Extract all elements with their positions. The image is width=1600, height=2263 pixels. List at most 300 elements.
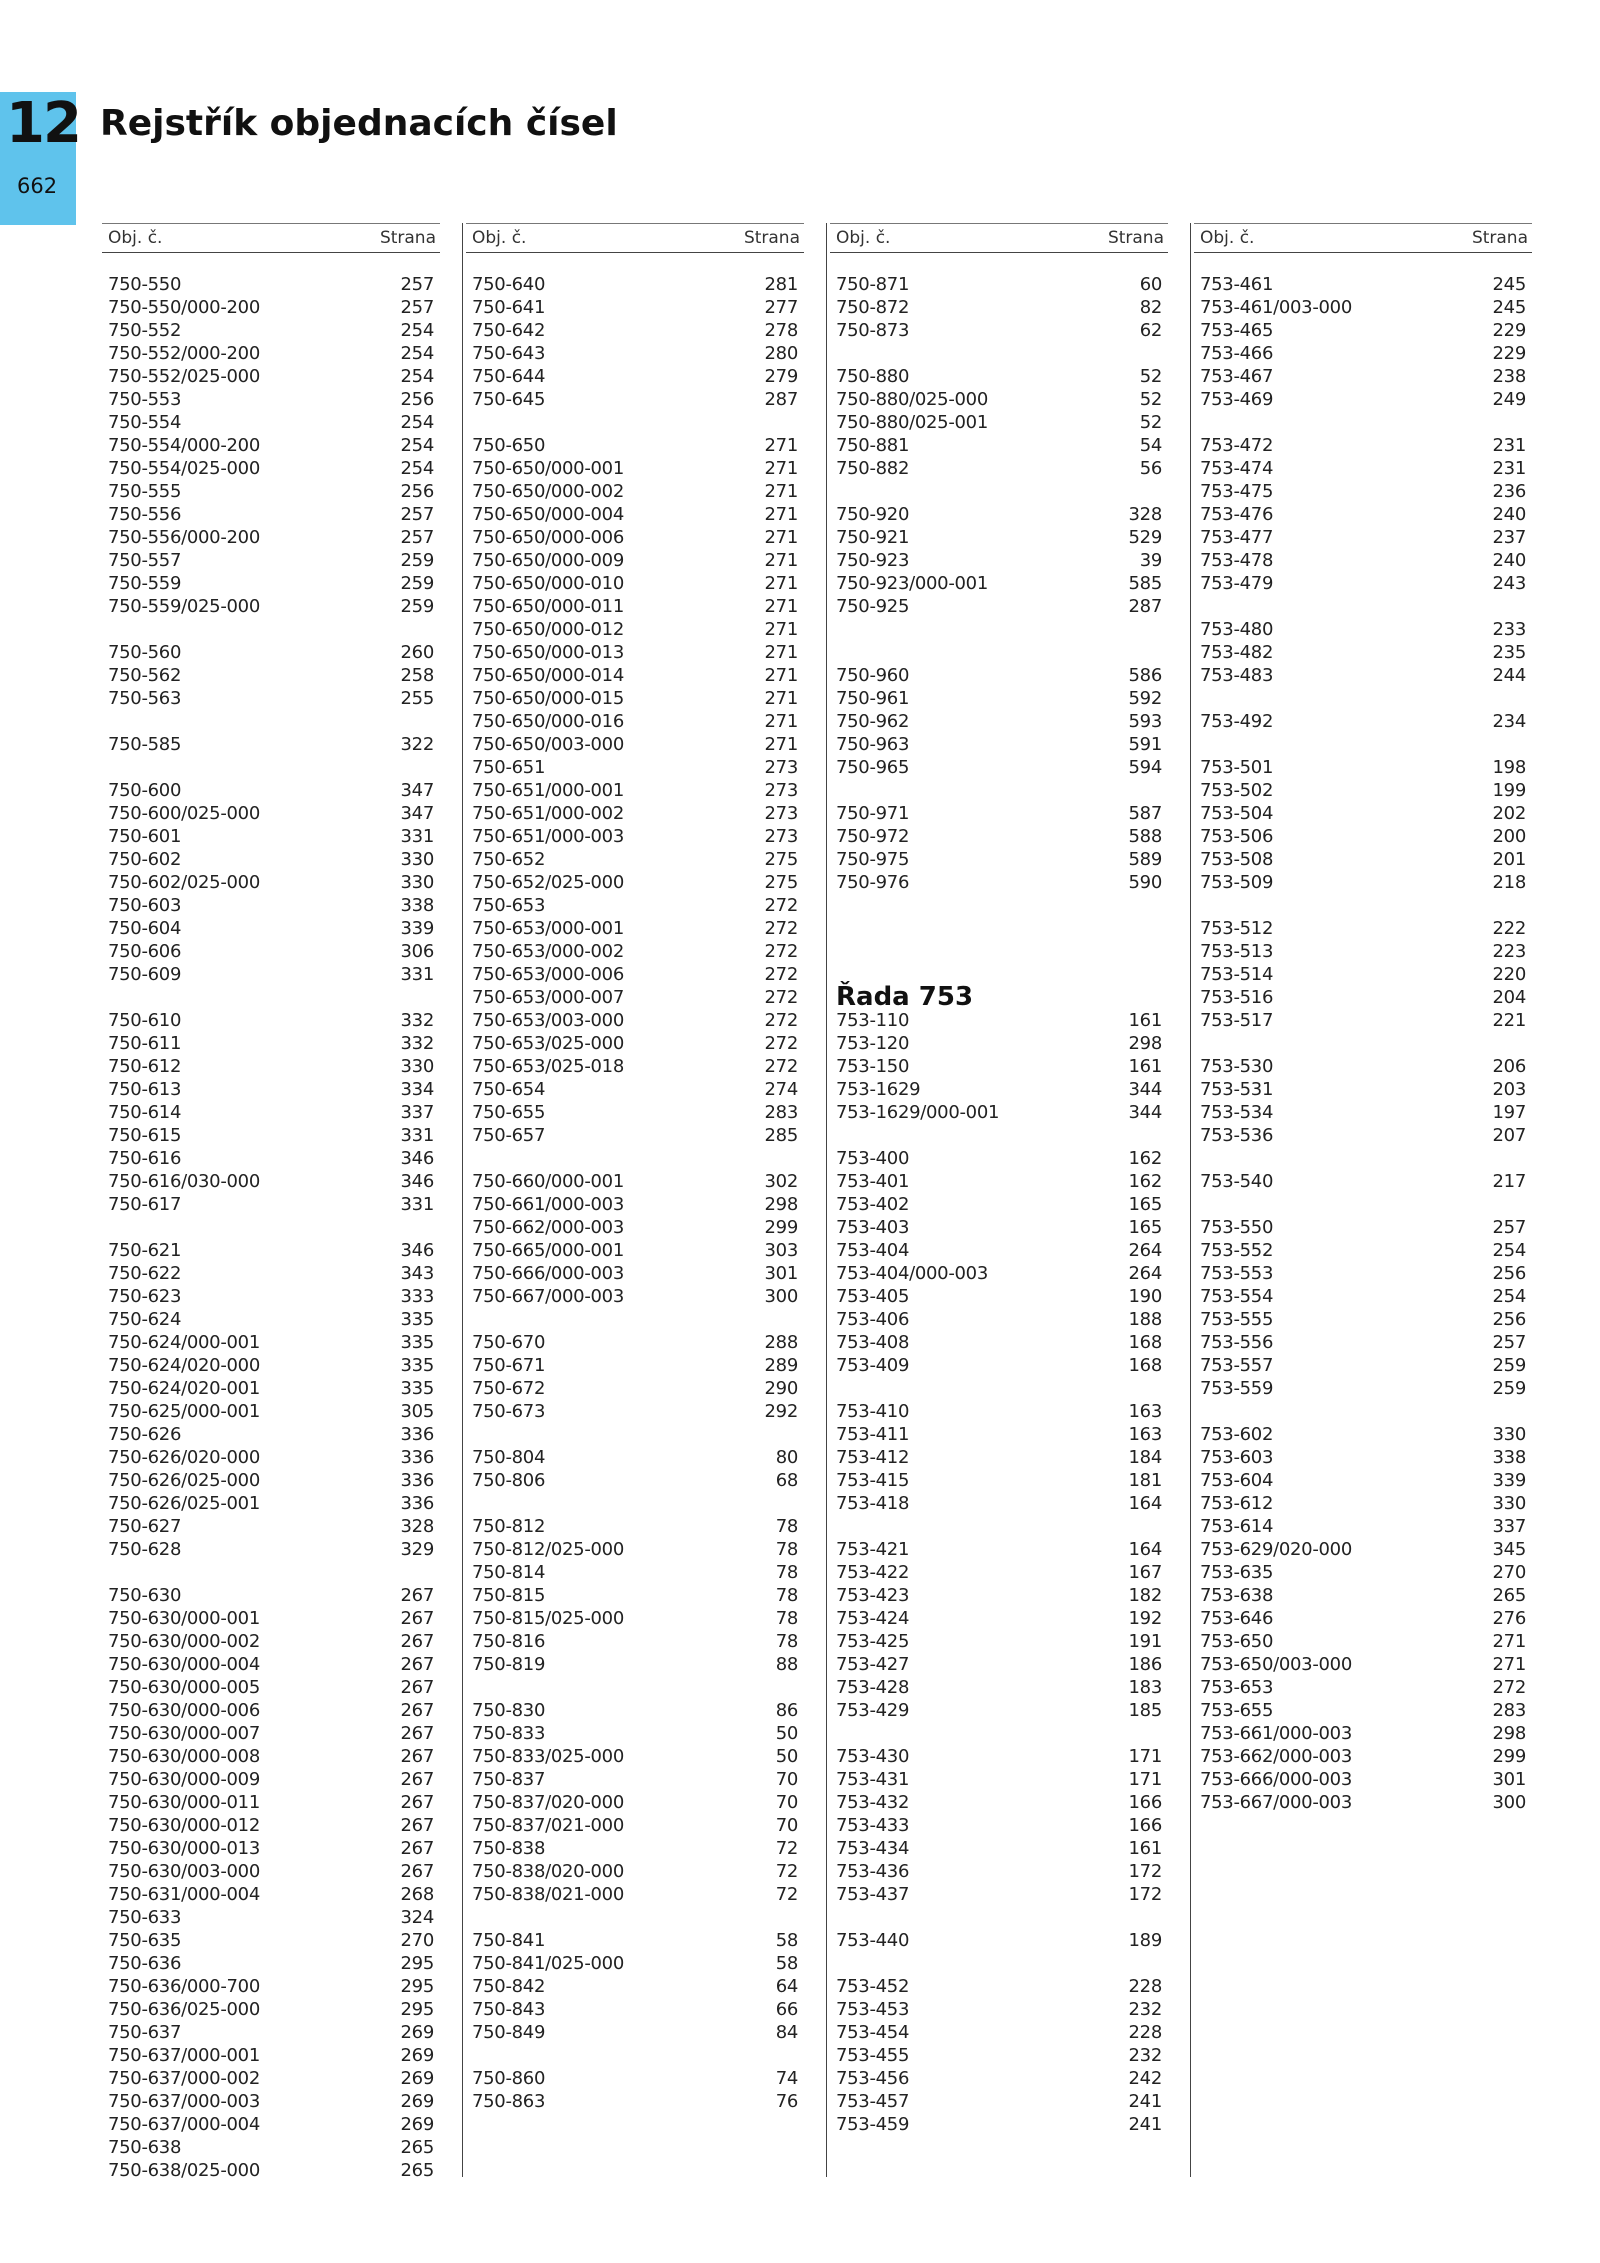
page-ref: 271	[764, 550, 798, 571]
index-row	[466, 1998, 804, 2021]
index-row	[1194, 986, 1532, 1009]
order-number: 750-653	[472, 895, 546, 916]
index-row	[102, 894, 440, 917]
page-ref: 191	[1128, 1631, 1162, 1652]
index-row	[102, 1653, 440, 1676]
order-number: 750-650/000-015	[472, 688, 624, 709]
page-ref: 272	[764, 1056, 798, 1077]
page-ref: 267	[400, 1608, 434, 1629]
order-number: 750-641	[472, 297, 546, 318]
index-row	[1194, 1262, 1532, 1285]
column-body	[830, 253, 1168, 2136]
order-number: 753-428	[836, 1677, 910, 1698]
page-ref: 337	[400, 1102, 434, 1123]
order-number: 753-556	[1200, 1332, 1274, 1353]
index-row	[466, 1239, 804, 1262]
page-ref: 271	[764, 734, 798, 755]
page-ref: 270	[400, 1930, 434, 1951]
index-row	[102, 1975, 440, 1998]
index-row	[1194, 572, 1532, 595]
index-row	[466, 1814, 804, 1837]
order-number: 750-630/000-011	[108, 1792, 260, 1813]
page-ref: 273	[764, 826, 798, 847]
index-row	[466, 710, 804, 733]
index-row	[102, 503, 440, 526]
page-ref: 306	[400, 941, 434, 962]
page-ref: 163	[1128, 1424, 1162, 1445]
page-ref: 168	[1128, 1332, 1162, 1353]
order-number: 753-433	[836, 1815, 910, 1836]
group-gap	[102, 618, 440, 641]
order-number: 750-630/000-002	[108, 1631, 260, 1652]
group-gap	[466, 1676, 804, 1699]
order-number: 750-556	[108, 504, 182, 525]
page-ref: 264	[1128, 1263, 1162, 1284]
page-ref: 273	[764, 757, 798, 778]
order-number: 750-961	[836, 688, 910, 709]
page-ref: 275	[764, 872, 798, 893]
index-row	[830, 1630, 1168, 1653]
index-row	[466, 549, 804, 572]
index-row	[830, 526, 1168, 549]
index-row	[830, 1354, 1168, 1377]
order-number: 750-552/025-000	[108, 366, 260, 387]
index-row	[466, 1929, 804, 1952]
page-ref: 335	[400, 1378, 434, 1399]
order-number: 750-837/021-000	[472, 1815, 624, 1836]
order-number: 753-477	[1200, 527, 1274, 548]
order-number: 753-638	[1200, 1585, 1274, 1606]
order-number: 750-833/025-000	[472, 1746, 624, 1767]
order-number: 750-602	[108, 849, 182, 870]
index-row	[830, 1032, 1168, 1055]
page-ref: 257	[400, 504, 434, 525]
index-row	[102, 480, 440, 503]
order-number: 750-923/000-001	[836, 573, 988, 594]
order-number: 753-465	[1200, 320, 1274, 341]
index-row	[830, 388, 1168, 411]
index-row	[466, 1009, 804, 1032]
index-row	[102, 940, 440, 963]
page-ref: 322	[400, 734, 434, 755]
index-row	[102, 1607, 440, 1630]
order-number: 750-651/000-002	[472, 803, 624, 824]
page-ref: 220	[1492, 964, 1526, 985]
page-ref: 78	[775, 1516, 798, 1537]
order-number: 753-480	[1200, 619, 1274, 640]
index-row	[102, 572, 440, 595]
order-number: 750-653/025-018	[472, 1056, 624, 1077]
page-ref: 265	[400, 2160, 434, 2181]
page-ref: 271	[1492, 1654, 1526, 1675]
page-ref: 271	[764, 665, 798, 686]
order-number: 750-630/000-013	[108, 1838, 260, 1859]
page-ref: 334	[400, 1079, 434, 1100]
page-ref: 339	[400, 918, 434, 939]
order-number: 753-430	[836, 1746, 910, 1767]
page-ref: 259	[400, 573, 434, 594]
index-row	[830, 2021, 1168, 2044]
order-number: 753-552	[1200, 1240, 1274, 1261]
page-ref: 256	[1492, 1309, 1526, 1330]
order-number: 753-467	[1200, 366, 1274, 387]
order-number: 750-882	[836, 458, 910, 479]
order-number: 750-616	[108, 1148, 182, 1169]
order-number: 750-872	[836, 297, 910, 318]
order-number: 750-600	[108, 780, 182, 801]
index-row	[102, 1124, 440, 1147]
index-row	[1194, 1308, 1532, 1331]
page-ref: 292	[764, 1401, 798, 1422]
order-number: 753-406	[836, 1309, 910, 1330]
order-number: 753-1629	[836, 1079, 921, 1100]
order-number: 753-635	[1200, 1562, 1274, 1583]
order-number: 750-806	[472, 1470, 546, 1491]
page-ref: 184	[1128, 1447, 1162, 1468]
order-number: 750-925	[836, 596, 910, 617]
index-row	[466, 917, 804, 940]
page-ref: 271	[764, 619, 798, 640]
index-row	[1194, 1078, 1532, 1101]
page-ref: 167	[1128, 1562, 1162, 1583]
order-number: 750-653/000-006	[472, 964, 624, 985]
order-number: 750-616/030-000	[108, 1171, 260, 1192]
page-ref: 305	[400, 1401, 434, 1422]
index-row	[1194, 1354, 1532, 1377]
page-ref: 272	[764, 987, 798, 1008]
page-ref: 256	[400, 389, 434, 410]
order-number: 753-509	[1200, 872, 1274, 893]
index-row	[102, 1906, 440, 1929]
index-row	[1194, 1423, 1532, 1446]
order-number: 750-653/025-000	[472, 1033, 624, 1054]
index-row	[102, 1423, 440, 1446]
page-ref: 330	[400, 872, 434, 893]
page-ref: 529	[1128, 527, 1162, 548]
index-row	[1194, 342, 1532, 365]
page-ref: 241	[1128, 2091, 1162, 2112]
order-number: 750-819	[472, 1654, 546, 1675]
index-row	[1194, 1653, 1532, 1676]
order-number: 750-612	[108, 1056, 182, 1077]
page-ref: 273	[764, 780, 798, 801]
order-number: 750-554/025-000	[108, 458, 260, 479]
index-row	[466, 1469, 804, 1492]
page-ref: 336	[400, 1470, 434, 1491]
page-ref: 267	[400, 1700, 434, 1721]
index-row	[830, 1009, 1168, 1032]
page-ref: 254	[1492, 1286, 1526, 1307]
order-number: 750-673	[472, 1401, 546, 1422]
index-row	[466, 388, 804, 411]
index-row	[830, 1078, 1168, 1101]
order-number: 750-650/000-009	[472, 550, 624, 571]
order-number: 750-650/000-002	[472, 481, 624, 502]
page-ref: 181	[1128, 1470, 1162, 1491]
order-number: 753-455	[836, 2045, 910, 2066]
index-row	[830, 1538, 1168, 1561]
order-number: 750-636	[108, 1953, 182, 1974]
order-number: 750-863	[472, 2091, 546, 2112]
page-ref: 269	[400, 2045, 434, 2066]
page-ref: 245	[1492, 297, 1526, 318]
page-ref: 218	[1492, 872, 1526, 893]
page-number: 662	[17, 174, 58, 198]
page-ref: 269	[400, 2091, 434, 2112]
order-number: 750-631/000-004	[108, 1884, 260, 1905]
group-gap	[1194, 894, 1532, 917]
page-ref: 235	[1492, 642, 1526, 663]
index-row	[466, 1883, 804, 1906]
index-row	[102, 1285, 440, 1308]
order-number: 753-410	[836, 1401, 910, 1422]
column-divider	[462, 223, 463, 2177]
group-gap	[830, 641, 1168, 664]
index-row	[830, 1929, 1168, 1952]
page-ref: 338	[1492, 1447, 1526, 1468]
order-number: 753-405	[836, 1286, 910, 1307]
order-number: 750-554/000-200	[108, 435, 260, 456]
index-row	[466, 1078, 804, 1101]
page-ref: 232	[1128, 1999, 1162, 2020]
page-ref: 287	[1128, 596, 1162, 617]
index-row	[830, 273, 1168, 296]
order-number: 750-653/000-002	[472, 941, 624, 962]
index-row	[466, 319, 804, 342]
order-number: 750-652	[472, 849, 546, 870]
order-number: 750-602/025-000	[108, 872, 260, 893]
index-row	[466, 526, 804, 549]
index-row	[466, 273, 804, 296]
page-header: Strana	[743, 228, 800, 248]
order-number: 753-408	[836, 1332, 910, 1353]
index-row	[830, 1147, 1168, 1170]
index-row	[1194, 1791, 1532, 1814]
index-row	[830, 1676, 1168, 1699]
index-row	[1194, 1561, 1532, 1584]
order-number: 750-657	[472, 1125, 546, 1146]
page-ref: 238	[1492, 366, 1526, 387]
order-number: 753-479	[1200, 573, 1274, 594]
index-row	[1194, 618, 1532, 641]
order-number: 750-814	[472, 1562, 546, 1583]
index-row	[102, 2067, 440, 2090]
index-row	[466, 1446, 804, 1469]
page-ref: 222	[1492, 918, 1526, 939]
page-ref: 58	[775, 1930, 798, 1951]
code-header: Obj. č.	[836, 228, 891, 248]
order-number: 753-501	[1200, 757, 1274, 778]
order-number: 750-626	[108, 1424, 182, 1445]
group-gap	[1194, 1032, 1532, 1055]
page-ref: 264	[1128, 1240, 1162, 1261]
page-ref: 336	[400, 1447, 434, 1468]
index-row	[466, 1791, 804, 1814]
index-row	[102, 848, 440, 871]
page-ref: 344	[1128, 1102, 1162, 1123]
order-number: 750-554	[108, 412, 182, 433]
page-ref: 259	[1492, 1378, 1526, 1399]
order-number: 753-530	[1200, 1056, 1274, 1077]
order-number: 750-562	[108, 665, 182, 686]
order-number: 750-642	[472, 320, 546, 341]
page-ref: 267	[400, 1585, 434, 1606]
index-row	[466, 342, 804, 365]
index-row	[102, 2113, 440, 2136]
order-number: 750-975	[836, 849, 910, 870]
index-row	[830, 1791, 1168, 1814]
index-row	[102, 2044, 440, 2067]
order-number: 750-615	[108, 1125, 182, 1146]
page-ref: 332	[400, 1010, 434, 1031]
index-row	[102, 1814, 440, 1837]
order-number: 753-512	[1200, 918, 1274, 939]
order-number: 753-429	[836, 1700, 910, 1721]
order-number: 753-453	[836, 1999, 910, 2020]
page-ref: 267	[400, 1861, 434, 1882]
order-number: 753-492	[1200, 711, 1274, 732]
order-number: 750-880/025-000	[836, 389, 988, 410]
index-row	[466, 664, 804, 687]
order-number: 753-478	[1200, 550, 1274, 571]
order-number: 753-412	[836, 1447, 910, 1468]
index-row	[830, 1653, 1168, 1676]
index-row	[466, 1101, 804, 1124]
page-ref: 254	[400, 320, 434, 341]
page-ref: 346	[400, 1171, 434, 1192]
order-number: 750-636/000-700	[108, 1976, 260, 1997]
index-row	[466, 1837, 804, 1860]
page-ref: 201	[1492, 849, 1526, 870]
order-number: 753-1629/000-001	[836, 1102, 1000, 1123]
page-ref: 346	[400, 1240, 434, 1261]
page-ref: 162	[1128, 1148, 1162, 1169]
page-ref: 331	[400, 1194, 434, 1215]
index-row	[102, 1101, 440, 1124]
order-number: 753-553	[1200, 1263, 1274, 1284]
page-ref: 273	[764, 803, 798, 824]
page-ref: 272	[764, 1033, 798, 1054]
index-row	[1194, 963, 1532, 986]
order-number: 753-421	[836, 1539, 910, 1560]
page-ref: 267	[400, 1723, 434, 1744]
index-row	[466, 296, 804, 319]
index-row	[102, 1032, 440, 1055]
index-row	[1194, 1285, 1532, 1308]
order-number: 750-552/000-200	[108, 343, 260, 364]
chapter-tab	[0, 91, 80, 225]
page-ref: 70	[775, 1792, 798, 1813]
index-row	[466, 1400, 804, 1423]
index-row	[1194, 641, 1532, 664]
order-number: 750-662/000-003	[472, 1217, 624, 1238]
page-ref: 204	[1492, 987, 1526, 1008]
index-row	[1194, 480, 1532, 503]
page-ref: 347	[400, 803, 434, 824]
index-row	[466, 434, 804, 457]
order-number: 750-842	[472, 1976, 546, 1997]
index-row	[830, 1883, 1168, 1906]
order-number: 750-963	[836, 734, 910, 755]
index-row	[1194, 1768, 1532, 1791]
index-column-1	[102, 223, 440, 2181]
index-row	[466, 1193, 804, 1216]
page-ref: 165	[1128, 1217, 1162, 1238]
index-row	[830, 1308, 1168, 1331]
order-number: 753-602	[1200, 1424, 1274, 1445]
index-row	[466, 480, 804, 503]
order-number: 753-120	[836, 1033, 910, 1054]
group-gap	[102, 986, 440, 1009]
order-number: 753-559	[1200, 1378, 1274, 1399]
index-row	[102, 687, 440, 710]
order-number: 750-643	[472, 343, 546, 364]
page-ref: 162	[1128, 1171, 1162, 1192]
group-gap	[830, 1906, 1168, 1929]
column-header	[102, 223, 440, 253]
group-gap	[830, 480, 1168, 503]
page-ref: 337	[1492, 1516, 1526, 1537]
order-number: 750-637/000-003	[108, 2091, 260, 2112]
index-row	[102, 1768, 440, 1791]
order-number: 750-965	[836, 757, 910, 778]
index-row	[1194, 664, 1532, 687]
order-number: 750-972	[836, 826, 910, 847]
page-ref: 254	[1492, 1240, 1526, 1261]
page-ref: 335	[400, 1309, 434, 1330]
index-row	[830, 1331, 1168, 1354]
index-column-2	[466, 223, 804, 2177]
order-number: 753-557	[1200, 1355, 1274, 1376]
group-gap	[466, 1308, 804, 1331]
group-gap	[102, 756, 440, 779]
index-row	[830, 756, 1168, 779]
index-row	[102, 319, 440, 342]
order-number: 750-563	[108, 688, 182, 709]
page-ref: 328	[1128, 504, 1162, 525]
page-ref: 302	[764, 1171, 798, 1192]
order-number: 753-469	[1200, 389, 1274, 410]
order-number: 750-650/000-012	[472, 619, 624, 640]
page-ref: 70	[775, 1769, 798, 1790]
order-number: 753-650/003-000	[1200, 1654, 1352, 1675]
page-ref: 324	[400, 1907, 434, 1928]
order-number: 750-630/000-005	[108, 1677, 260, 1698]
page-ref: 231	[1492, 435, 1526, 456]
index-row	[466, 618, 804, 641]
page-ref: 168	[1128, 1355, 1162, 1376]
page-ref: 171	[1128, 1769, 1162, 1790]
index-row	[1194, 1515, 1532, 1538]
index-row	[466, 940, 804, 963]
page-ref: 229	[1492, 320, 1526, 341]
page-ref: 78	[775, 1631, 798, 1652]
index-row	[466, 2021, 804, 2044]
column-header	[1194, 223, 1532, 253]
index-row	[102, 1400, 440, 1423]
index-row	[1194, 434, 1532, 457]
index-row	[466, 1561, 804, 1584]
order-number: 750-650/000-016	[472, 711, 624, 732]
page-ref: 72	[775, 1884, 798, 1905]
page-ref: 68	[775, 1470, 798, 1491]
index-row	[1194, 1216, 1532, 1239]
index-row	[1194, 1584, 1532, 1607]
index-row	[1194, 1170, 1532, 1193]
order-number: 750-652/025-000	[472, 872, 624, 893]
page-ref: 66	[775, 1999, 798, 2020]
index-row	[830, 549, 1168, 572]
